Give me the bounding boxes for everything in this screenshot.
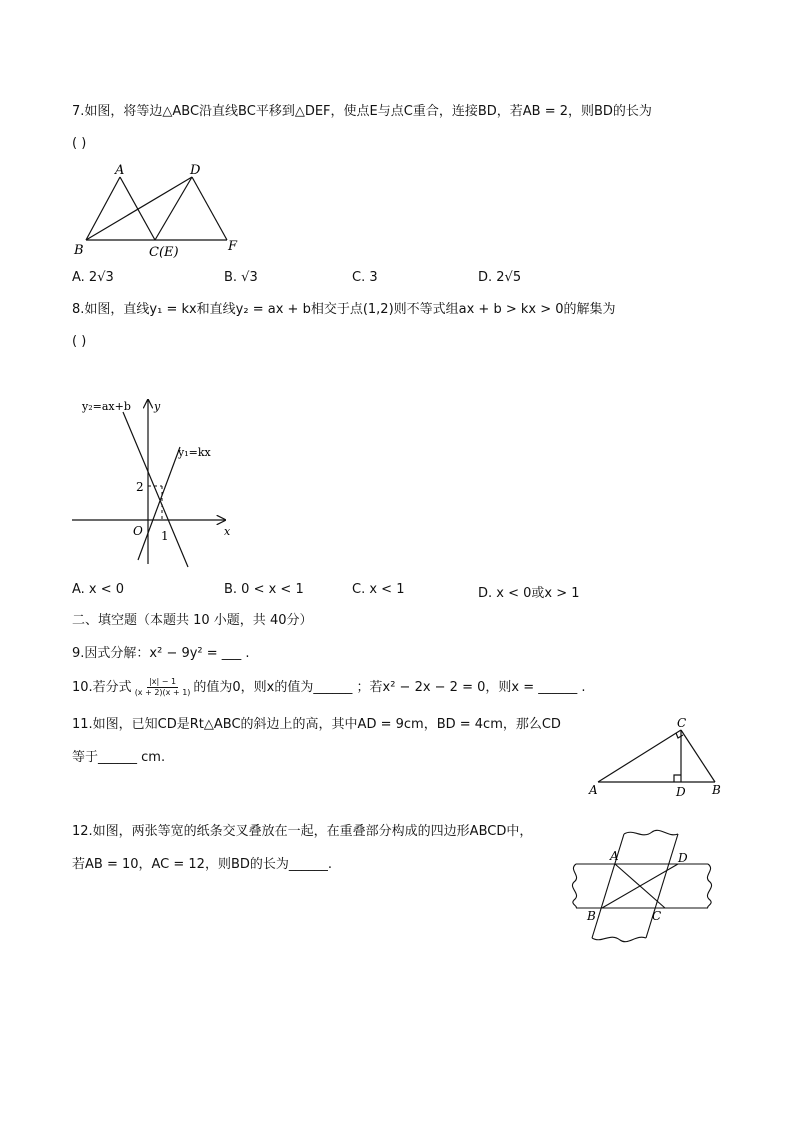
q8-answer-paren: ( ) xyxy=(72,334,87,349)
q11-right-triangle-figure xyxy=(586,712,726,804)
q8-line-graph xyxy=(70,392,240,572)
q10-text xyxy=(72,677,586,698)
q8-label-y2: y₂=ax+b xyxy=(82,400,131,413)
q7-label-f: F xyxy=(228,239,238,254)
q8-option-c: C. x < 1 xyxy=(352,582,405,597)
q11-line2: 等于______ cm. xyxy=(72,750,166,765)
q8-label-tick-1: 1 xyxy=(161,529,169,543)
q12-label-b: B xyxy=(587,909,596,923)
q10-denominator: (x + 2)(x + 1) xyxy=(134,688,191,697)
q9-text: 9.因式分解：x² − 9y² = ___ . xyxy=(72,646,250,661)
q11-line1: 11.如图，已知CD是Rt△ABC的斜边上的高，其中AD = 9cm，BD = 4cm，那么CD xyxy=(72,717,561,732)
q10-suffix: 的值为0，则x的值为______ ；若x² − 2x − 2 = 0，则x = ______ . xyxy=(193,679,586,695)
q12-label-c: C xyxy=(652,909,662,923)
q11-label-b: B xyxy=(712,783,721,797)
q8-label-tick-2: 2 xyxy=(136,480,144,494)
q11-label-d: D xyxy=(676,785,686,799)
q8-label-y-axis: y xyxy=(154,400,161,413)
q7-option-a: A. 2√3 xyxy=(72,270,114,285)
q8-option-b: B. 0 < x < 1 xyxy=(224,582,304,597)
q7-label-ce: C(E) xyxy=(149,245,179,260)
q11-label-a: A xyxy=(589,783,598,797)
q12-label-a: A xyxy=(610,849,619,863)
q7-stem: 7.如图，将等边△ABC沿直线BC平移到△DEF，使点E与点C重合，连接BD，若AB = 2，则BD的长为 xyxy=(72,104,652,119)
q10-prefix: 10.若分式 xyxy=(72,679,132,695)
q11-label-c: C xyxy=(677,716,687,730)
q7-answer-paren: ( ) xyxy=(72,136,87,151)
q12-label-d: D xyxy=(678,851,688,865)
q7-option-b: B. √3 xyxy=(224,270,258,285)
q8-label-origin: O xyxy=(133,524,143,538)
q7-label-d: D xyxy=(190,163,201,178)
q7-label-a: A xyxy=(115,163,125,178)
section-heading: 二、填空题（本题共 10 小题，共 40分） xyxy=(72,613,313,628)
q7-option-d: D. 2√5 xyxy=(478,270,522,285)
q8-stem: 8.如图，直线y₁ = kx和直线y₂ = ax + b相交于点(1,2)则不等式组ax + b > kx > 0的解集为 xyxy=(72,302,616,317)
q10-numerator: |x| − 1 xyxy=(149,677,177,686)
q7-triangle-figure xyxy=(70,160,250,260)
q10-fraction xyxy=(133,677,193,698)
q8-option-d: D. x < 0或x > 1 xyxy=(478,586,580,601)
q12-line2: 若AB = 10，AC = 12，则BD的长为______. xyxy=(72,857,333,872)
q8-label-y1: y₁=kx xyxy=(178,446,211,459)
q8-label-x-axis: x xyxy=(224,525,231,538)
q7-option-c: C. 3 xyxy=(352,270,378,285)
q12-paper-strips-figure xyxy=(562,820,722,950)
q7-label-b: B xyxy=(74,243,84,258)
q8-option-a: A. x < 0 xyxy=(72,582,125,597)
q12-line1: 12.如图，两张等宽的纸条交叉叠放在一起，在重叠部分构成的四边形ABCD中， xyxy=(72,824,533,839)
